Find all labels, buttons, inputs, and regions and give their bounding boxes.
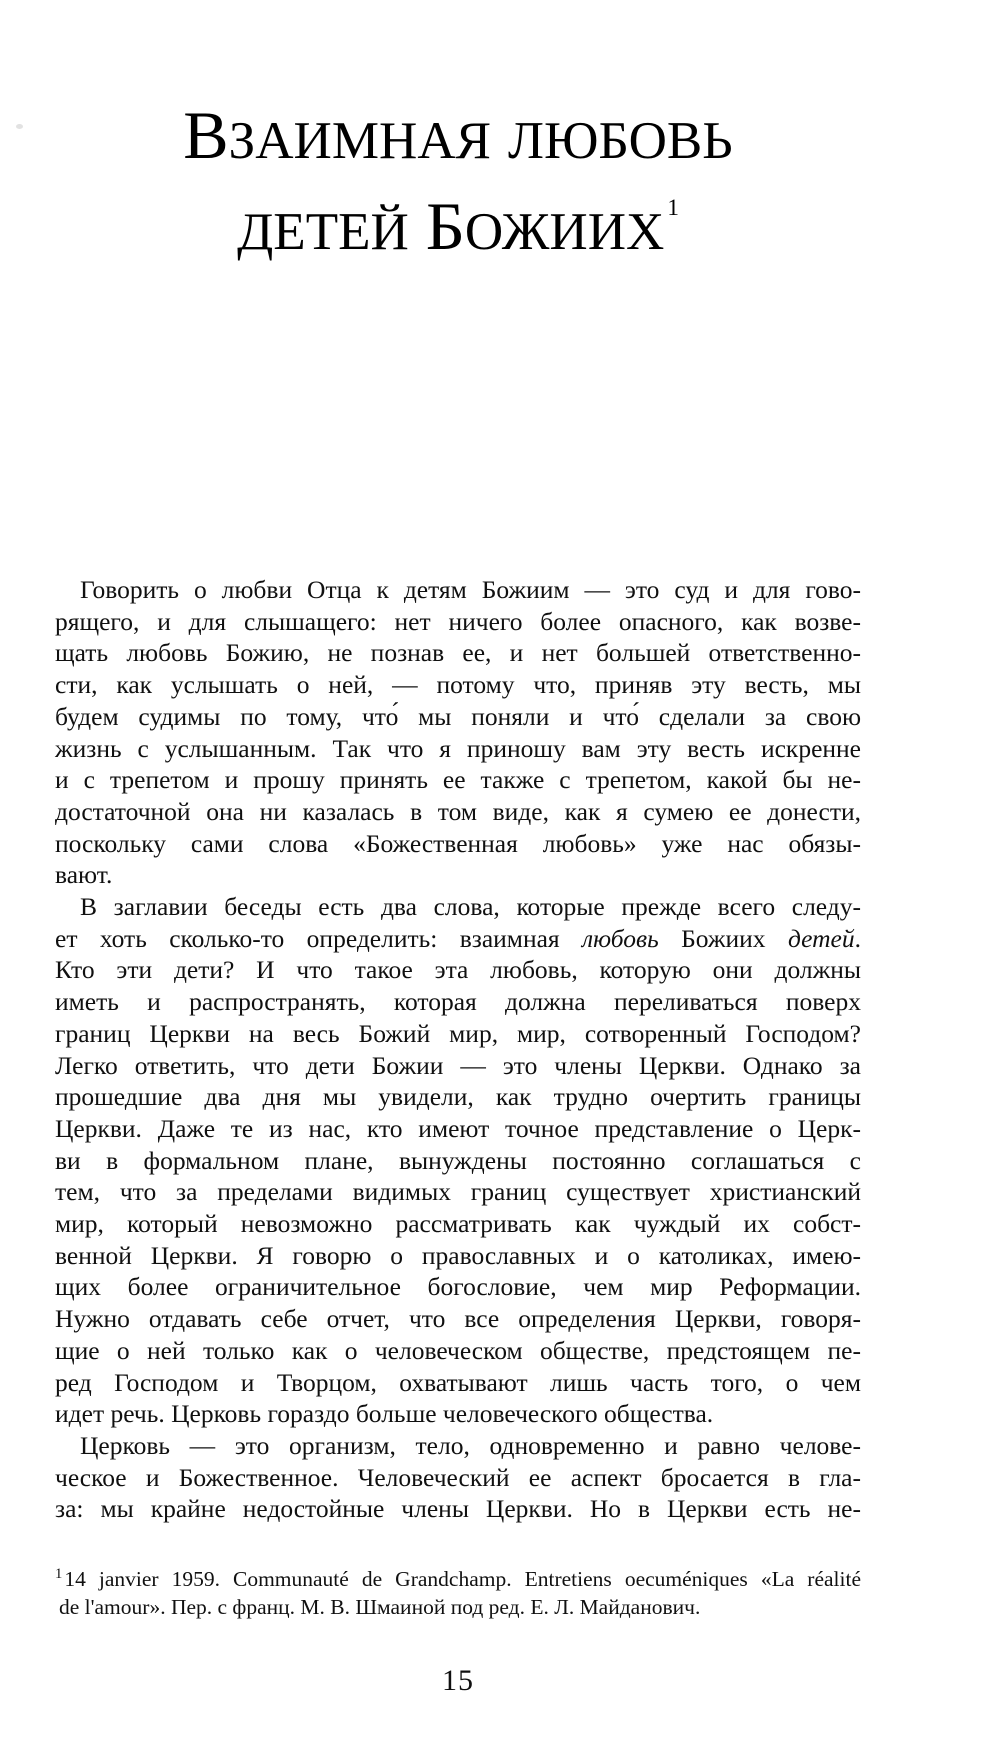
text-line: иметь и распространять, которая должна переливаться поверх (55, 987, 861, 1017)
text-line: сти, как услышать о ней, — потому что, приняв эту весть, мы (55, 670, 861, 700)
text-line: вают. (55, 860, 113, 890)
text-line: идет речь. Церковь гораздо больше человеческого общества. (55, 1399, 714, 1429)
text-line: жизнь с услышанным. Так что я приношу вам эту весть искренне (55, 733, 861, 763)
text-line: за: мы крайне недостойные члены Церкви. Но в Церкви есть не- (55, 1494, 861, 1524)
scan-artifact (16, 124, 23, 129)
chapter-title-text: ВЗАИМНАЯ ЛЮБОВЬ (183, 97, 733, 173)
chapter-title-line-1 (55, 97, 861, 175)
text-line: прошедшие два дня мы увидели, как трудно очертить границы (55, 1082, 861, 1112)
text-line: достаточной она ни казалась в том виде, как я сумею ее донести, (55, 796, 861, 826)
text-line: ред Господом и Творцом, охватывают лишь часть того, о чем (55, 1367, 861, 1397)
text-line: и с трепетом и прошу принять ее также с трепетом, какой бы не- (55, 765, 861, 795)
text-line: Легко ответить, что дети Божии — это члены Церкви. Однако за (55, 1050, 861, 1080)
body-text (55, 574, 861, 1525)
text-line: щие о ней только как о человеческом обществе, предстоящем пе- (55, 1335, 861, 1365)
text-line: поскольку сами слова «Божественная любовь» уже нас обязы- (55, 828, 861, 858)
text-line: Церкви. Даже те из нас, кто имеют точное представление о Церк- (55, 1113, 861, 1143)
text-line: В заглавии беседы есть два слова, которые прежде всего следу- (80, 892, 861, 922)
text-line: Говорить о любви Отца к детям Божиим — это суд и для гово- (80, 575, 861, 604)
text-line: тем, что за пределами видимых границ существует христианский (55, 1177, 861, 1207)
chapter-title (55, 97, 861, 266)
footnote (55, 1566, 861, 1621)
footnote-line (55, 1566, 861, 1594)
text-line: мир, который невозможно рассматривать как чуждый их собст- (55, 1209, 861, 1239)
text-line: Кто эти дети? И что такое эта любовь, которую они должны (55, 955, 861, 985)
page-number: 15 (442, 1664, 474, 1697)
text-line: щих более ограничительное богословие, чем мир Реформации. (55, 1272, 861, 1302)
text-line: ет хоть сколько-то определить: взаимная любовь Божиих детей. (55, 923, 862, 953)
text-line: щать любовь Божию, не познав ее, и нет большей ответственно- (55, 638, 861, 668)
text-line: ческое и Божественное. Человеческий ее аспект бросается в гла- (55, 1462, 861, 1492)
text-line: Церковь — это организм, тело, одновременно и равно челове- (80, 1430, 861, 1460)
text-line: рящего, и для слышащего: нет ничего более опасного, как возве- (55, 606, 861, 636)
text-line: Нужно отдавать себе отчет, что все определения Церкви, говоря- (55, 1304, 861, 1334)
footnote-text: 14 janvier 1959. Communauté de Grandchamp. Entretiens oecuméniques «La réalité (64, 1567, 861, 1591)
title-footnote-ref: 1 (667, 195, 679, 221)
text-line: будем судимы по тому, что́ мы поняли и что́ сделали за свою (55, 701, 861, 731)
text-line: венной Церкви. Я говорю о православных и о католиках, имею- (55, 1240, 861, 1270)
footnote-marker: 1 (55, 1565, 63, 1582)
text-line: ви в формальном плане, вынуждены постоянно соглашаться с (55, 1145, 861, 1175)
text-line: границ Церкви на весь Божий мир, мир, сотворенный Господом? (55, 1018, 861, 1048)
footnote-line: de l'amour». Пер. с франц. М. В. Шмаиной под ред. Е. Л. Майданович. (59, 1594, 701, 1619)
chapter-title-line-2 (55, 175, 861, 266)
chapter-title-text: ДЕТЕЙ БОЖИИХ (237, 188, 665, 264)
